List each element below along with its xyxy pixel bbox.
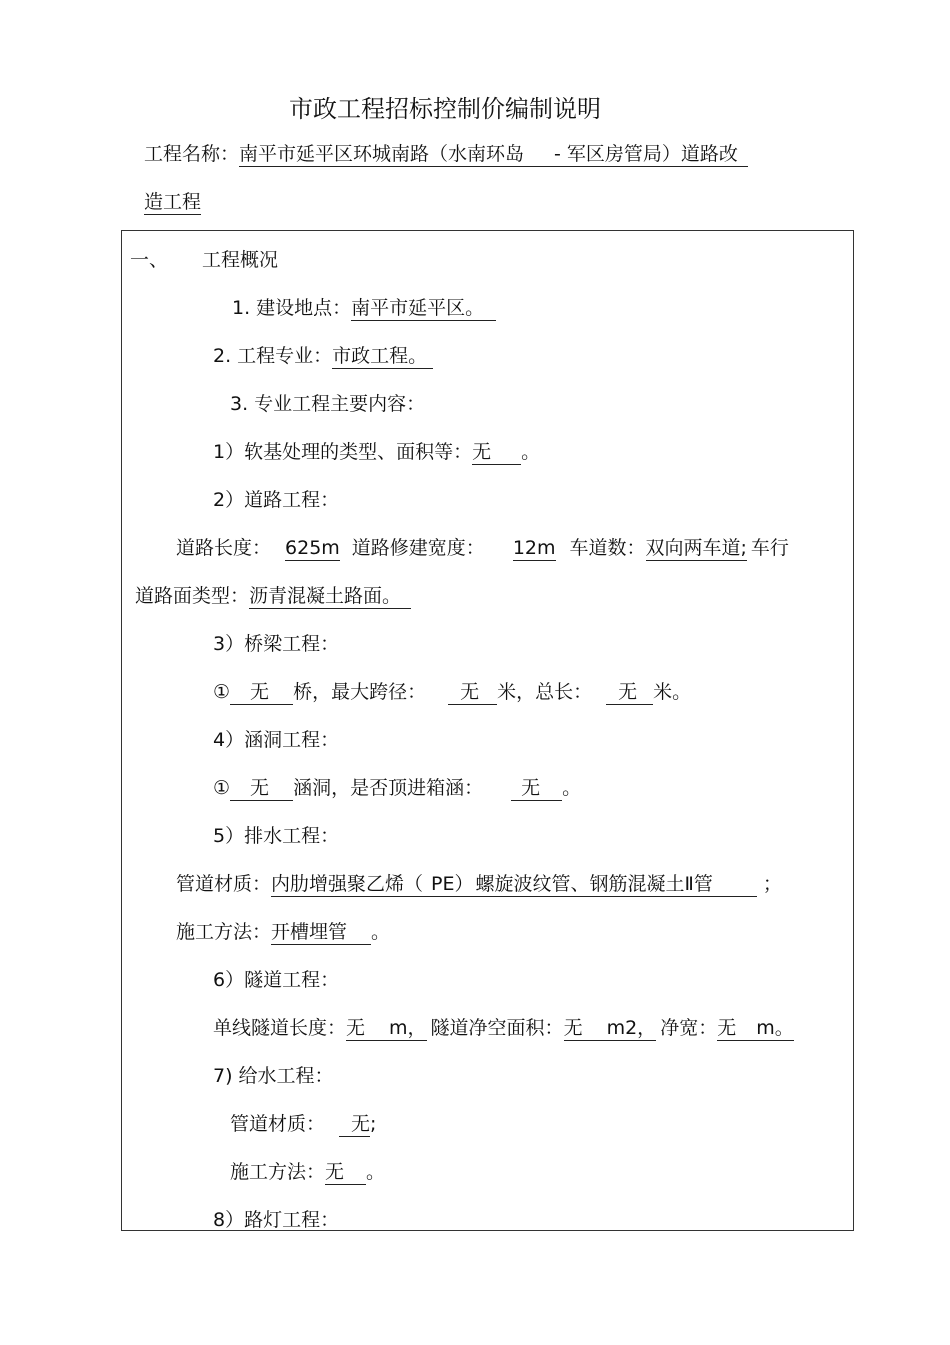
- item-content: 3. 专业工程主要内容：: [230, 393, 426, 415]
- tunnel-length-value: 无 m，: [346, 1017, 427, 1039]
- section-number: 一、: [130, 249, 169, 271]
- drain-material-value: 内肋增强聚乙烯（ PE） 螺旋波纹管、钢筋混凝土Ⅱ管: [271, 873, 757, 897]
- soft-foundation: 1）软基处理的类型、面积等：无 。: [213, 441, 541, 463]
- section-heading: [130, 248, 278, 272]
- water-method: 施工方法：无 。: [230, 1161, 386, 1183]
- bridge-span-value: 无: [448, 681, 497, 705]
- project-name-part1: 南平市延平区环城南路（水南环岛 - 军区房管局）道路改: [239, 143, 748, 167]
- lighting-heading: 8）路灯工程：: [213, 1209, 340, 1231]
- road-heading: 2）道路工程：: [213, 489, 340, 511]
- project-name-line2: [144, 190, 201, 214]
- water-material-value: 无: [339, 1113, 370, 1137]
- road-length-value: 625m: [285, 537, 340, 559]
- culvert-details: ① 无 涵洞，是否顶进箱涵： 无 。: [213, 777, 582, 799]
- tunnel-heading: 6）隧道工程：: [213, 969, 340, 991]
- drain-method: 施工方法：开槽埋管 。: [176, 921, 391, 943]
- pavement-type: 道路面类型：沥青混凝土路面。: [135, 584, 411, 608]
- culvert-heading: 4）涵洞工程：: [213, 729, 340, 751]
- bridge-total-value: 无: [606, 681, 653, 705]
- page-title: 市政工程招标控制价编制说明: [289, 95, 601, 123]
- tunnel-width-value: 无 m。: [717, 1017, 794, 1039]
- lanes-value: 双向两车道;: [645, 537, 747, 559]
- soft-value: 无: [472, 441, 521, 465]
- project-name-line1: [144, 142, 748, 166]
- project-label: 工程名称：: [144, 143, 240, 165]
- project-name-part2: 造工程: [144, 191, 202, 213]
- specialty-value: 市政工程。: [332, 345, 433, 369]
- bridge-details: ① 无 桥，最大跨径： 无 米，总长： 无 米。: [213, 681, 692, 703]
- road-specs: 道路长度： 625m 道路修建宽度： 12m 车道数：双向两车道; 车行: [176, 537, 789, 559]
- culvert-jack-value: 无: [511, 777, 562, 801]
- water-heading: 7) 给水工程：: [213, 1065, 334, 1087]
- bridge-heading: 3）桥梁工程：: [213, 633, 340, 655]
- drain-heading: 5）排水工程：: [213, 825, 340, 847]
- item-location: 1. 建设地点：南平市延平区。: [232, 296, 496, 320]
- pavement-value: 沥青混凝土路面。: [249, 585, 411, 609]
- tunnel-details: 单线隧道长度：无 m， 隧道净空面积：无 m2， 净宽：无 m。: [213, 1017, 794, 1039]
- item-specialty: 2. 工程专业：市政工程。: [213, 344, 433, 368]
- section-title: 工程概况: [202, 249, 279, 271]
- water-material: 管道材质： 无;: [230, 1113, 377, 1135]
- location-value: 南平市延平区。: [351, 297, 496, 321]
- drain-material: 管道材质：内肋增强聚乙烯（ PE） 螺旋波纹管、钢筋混凝土Ⅱ管 ；: [176, 873, 782, 895]
- tunnel-area-value: 无 m2，: [563, 1017, 657, 1039]
- bridge-value: 无: [230, 681, 293, 705]
- drain-method-value: 开槽埋管: [271, 921, 371, 945]
- culvert-value: 无: [230, 777, 293, 801]
- road-width-value: 12m: [512, 537, 556, 559]
- water-method-value: 无: [325, 1161, 366, 1185]
